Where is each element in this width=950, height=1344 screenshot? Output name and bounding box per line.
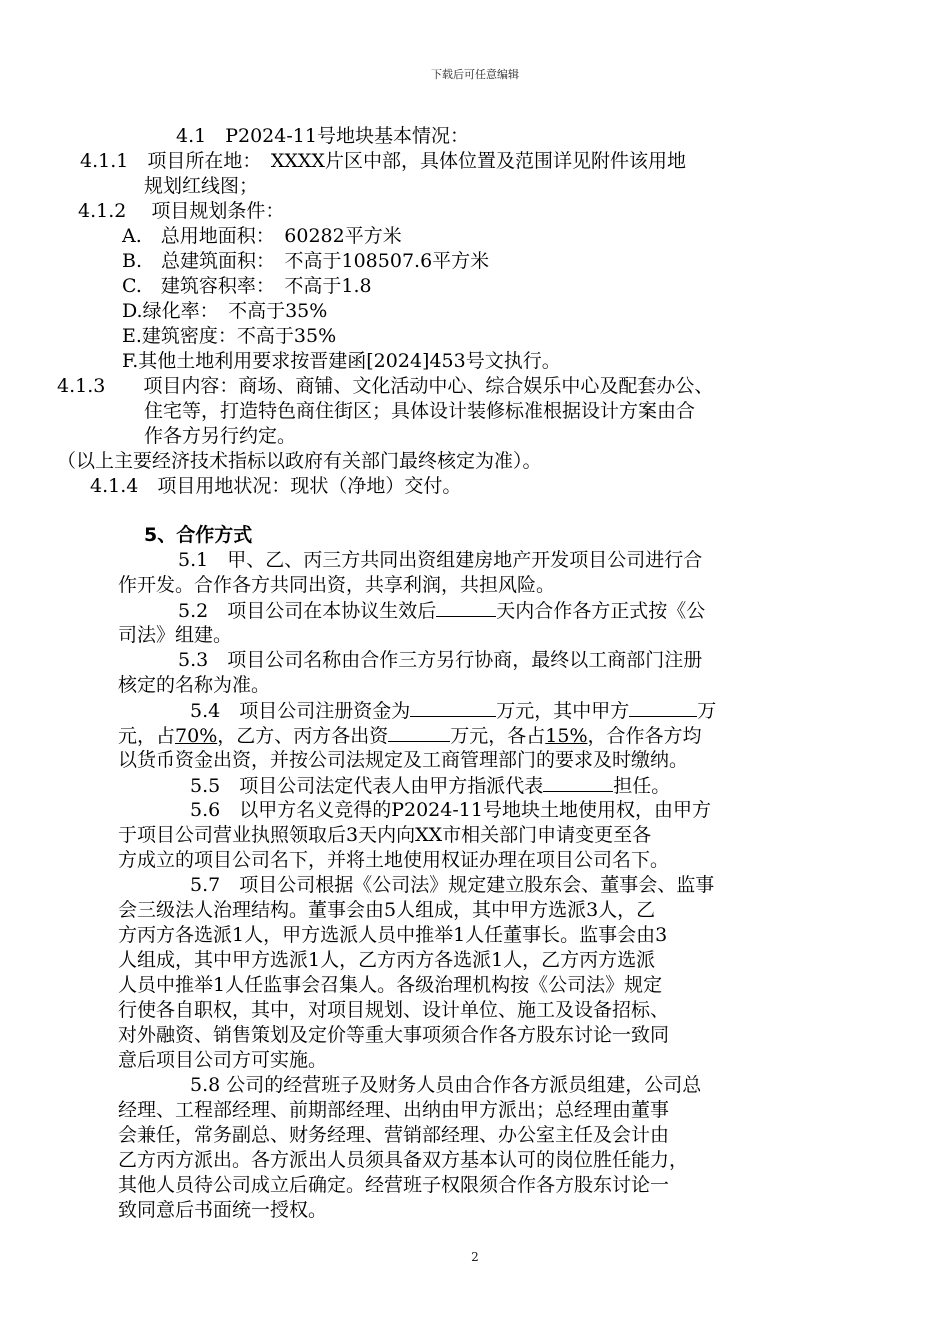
clause-5-8-cont2: 会兼任，常务副总、财务经理、营销部经理、办公室主任及会计由 (118, 1124, 670, 1146)
representative-blank (543, 773, 613, 792)
clause-5-5-text-b: 担任。 (613, 775, 671, 797)
item-4-1-3: 4.1.3 项目内容：商场、商铺、文化活动中心、综合娱乐中心及配套办公、 (57, 375, 714, 397)
clause-5-5 (190, 773, 670, 799)
clause-5-7-cont2: 方丙方各选派1人，甲方选派人员中推举1人任董事长。监事会由3 (118, 924, 668, 946)
clause-5-8-cont1: 经理、工程部经理、前期部经理、出纳由甲方派出；总经理由董事 (118, 1099, 670, 1121)
clause-5-4-text-b: 万元，其中甲方 (496, 700, 630, 722)
clause-5-8-cont3: 乙方丙方派出。各方派出人员须具备双方基本认可的岗位胜任能力， (118, 1149, 689, 1171)
clause-5-2 (178, 598, 705, 624)
clause-5-4-text-c: 万 (697, 700, 717, 722)
clause-5-4-text-e: ，乙方、丙方各出资 (217, 725, 389, 747)
condition-c: C. 建筑容积率： 不高于1.8 (122, 275, 372, 297)
item-4-1-3-cont2: 作各方另行约定。 (144, 425, 297, 447)
clause-5-3: 5.3 项目公司名称由合作三方另行协商，最终以工商部门注册 (178, 649, 703, 671)
clause-5-8-cont5: 致同意后书面统一授权。 (118, 1199, 328, 1221)
party-a-capital-blank (629, 698, 697, 717)
clause-5-3-cont: 核定的名称为准。 (118, 674, 271, 696)
clause-5-5-text-a: 5.5 项目公司法定代表人由甲方指派代表 (190, 775, 544, 797)
item-4-1-2: 4.1.2 项目规划条件： (78, 200, 285, 222)
condition-a: A. 总用地面积： 60282平方米 (122, 225, 402, 247)
clause-5-1: 5.1 甲、乙、丙三方共同出资组建房地产开发项目公司进行合 (178, 549, 703, 571)
page-header: 下载后可任意编辑 (431, 68, 519, 81)
clause-5-4-cont1 (118, 723, 702, 749)
indicator-note: （以上主要经济技术指标以政府有关部门最终核定为准）。 (57, 450, 542, 472)
party-a-share: 70% (175, 725, 218, 747)
clause-5-7-cont4: 人员中推举1人任监事会召集人。各级治理机构按《公司法》规定 (118, 974, 663, 996)
clause-5-6: 5.6 以甲方名义竞得的P2024-11号地块土地使用权，由甲方 (190, 799, 711, 821)
clause-5-8: 5.8 公司的经营班子及财务人员由合作各方派员组建，公司总 (190, 1074, 702, 1096)
condition-d: D.绿化率： 不高于35% (122, 300, 328, 322)
section-4-1-title: 4.1 P2024-11号地块基本情况： (176, 125, 469, 147)
condition-e: E.建筑密度：不高于35% (122, 325, 337, 347)
days-blank (436, 598, 496, 617)
condition-f: F.其他土地利用要求按晋建函[2024]453号文执行。 (122, 350, 561, 372)
clause-5-7-cont6: 对外融资、销售策划及定价等重大事项须合作各方股东讨论一致同 (118, 1024, 670, 1046)
clause-5-7: 5.7 项目公司根据《公司法》规定建立股东会、董事会、监事 (190, 874, 715, 896)
condition-b: B. 总建筑面积： 不高于108507.6平方米 (122, 250, 490, 272)
clause-5-1-cont: 作开发。合作各方共同出资，共享利润，共担风险。 (118, 574, 556, 596)
item-4-1-3-cont1: 住宅等，打造特色商住街区；具体设计装修标准根据设计方案由合 (144, 400, 696, 422)
clause-5-4-cont2: 以货币资金出资，并按公司法规定及工商管理部门的要求及时缴纳。 (118, 749, 689, 771)
clause-5-2-text-b: 天内合作各方正式按《公 (496, 600, 706, 622)
item-4-1-4: 4.1.4 项目用地状况：现状（净地）交付。 (90, 475, 462, 497)
section-5-heading: 5、合作方式 (144, 524, 253, 546)
clause-5-4-text-d: 元，占 (118, 725, 176, 747)
clause-5-7-cont1: 会三级法人治理结构。董事会由5人组成，其中甲方选派3人，乙 (118, 899, 656, 921)
clause-5-7-cont5: 行使各自职权，其中，对项目规划、设计单位、施工及设备招标、 (118, 999, 670, 1021)
page-number: 2 (471, 1250, 479, 1264)
capital-blank (410, 698, 496, 717)
clause-5-4 (190, 698, 716, 724)
party-bc-capital-blank (388, 723, 450, 742)
clause-5-2-cont: 司法》组建。 (118, 624, 233, 646)
clause-5-6-cont1: 于项目公司营业执照领取后3天内向XX市相关部门申请变更至各 (118, 824, 652, 846)
clause-5-8-cont4: 其他人员待公司成立后确定。经营班子权限须合作各方股东讨论一 (118, 1174, 670, 1196)
clause-5-7-cont3: 人组成，其中甲方选派1人，乙方丙方各选派1人，乙方丙方选派 (118, 949, 656, 971)
item-4-1-1: 4.1.1 项目所在地： XXXX片区中部，具体位置及范围详见附件该用地 (80, 150, 686, 172)
clause-5-4-text-g: ，合作各方均 (587, 725, 702, 747)
clause-5-7-cont7: 意后项目公司方可实施。 (118, 1049, 328, 1071)
clause-5-2-text-a: 5.2 项目公司在本协议生效后 (178, 600, 437, 622)
clause-5-4-text-a: 5.4 项目公司注册资金为 (190, 700, 411, 722)
clause-5-6-cont2: 方成立的项目公司名下，并将土地使用权证办理在项目公司名下。 (118, 849, 670, 871)
clause-5-4-text-f: 万元，各占 (450, 725, 546, 747)
party-bc-share: 15% (545, 725, 588, 747)
item-4-1-1-cont: 规划红线图； (144, 175, 259, 197)
